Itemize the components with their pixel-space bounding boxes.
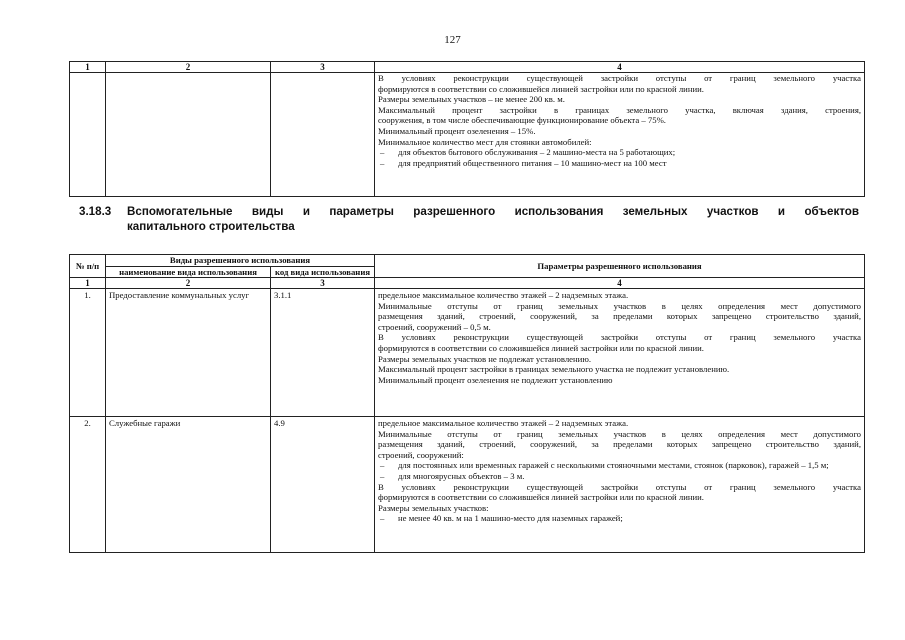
section-number: 3.18.3: [79, 205, 112, 218]
col-number: 4: [375, 278, 865, 289]
param-line: Минимальный процент озеленения – 15%.: [378, 125, 536, 136]
param-line: предельное максимальное количество этажей – 2 надземных этажа.: [378, 418, 629, 428]
param-line: Минимальные отступы от границ земельных участков в целях определения мест допустимого: [378, 300, 862, 311]
param-line: Минимальные отступы от границ земельных участков в целях определения мест допустимого: [378, 428, 862, 439]
use-code: 4.9: [271, 417, 375, 553]
param-line: Максимальный процент застройки в границах земельного участка не подлежит установлению.: [378, 364, 730, 375]
table-row: [70, 289, 865, 417]
section-title: Вспомогательные виды и параметры разрешенного использования земельных участков и объектов: [127, 205, 859, 218]
col-number: 4: [375, 62, 865, 73]
param-line: Размеры земельных участков – не менее 200 кв. м.: [378, 94, 565, 105]
header-row: [70, 255, 865, 267]
table-row: [70, 73, 865, 197]
param-line: В условиях реконструкции существующей застройки отступы от границ земельного участка: [378, 73, 861, 83]
param-line: В условиях реконструкции существующей застройки отступы от границ земельного участка: [378, 332, 862, 343]
param-line: строений, сооружений:: [378, 449, 464, 460]
header-num: № п/п: [70, 255, 106, 278]
use-name: Служебные гаражи: [106, 417, 271, 553]
row-number: 1.: [70, 289, 106, 417]
param-line: строений, сооружений – 0,5 м.: [378, 321, 491, 332]
column-number-row: [70, 62, 865, 73]
col-number: 3: [271, 278, 375, 289]
col-number: 1: [70, 278, 106, 289]
param-line: Минимальное количество мест для стоянки автомобилей:: [378, 136, 592, 147]
param-line: Размеры земельных участков:: [378, 502, 489, 513]
header-group: Виды разрешенного использования: [106, 255, 375, 267]
params-cell: [375, 73, 865, 197]
param-line: формируются в соответствии со сложившейся линией застройки или по красной линии.: [378, 342, 704, 353]
header-name: наименование вида использования: [106, 266, 271, 278]
col-number: 3: [271, 62, 375, 73]
dash-item: – для многоярусных объектов – 3 м.: [378, 471, 861, 482]
page-number: 127: [444, 34, 461, 46]
param-line: Минимальный процент озеленения не подлежит установлению: [378, 374, 613, 385]
col-number: 1: [70, 62, 106, 73]
param-line: формируются в соответствии со сложившейся линией застройки или по красной линии.: [378, 83, 704, 94]
param-line: сооружения, в том числе обеспечивающие функционирование объекта – 75%.: [378, 115, 666, 126]
use-code: 3.1.1: [271, 289, 375, 417]
params-cell: [375, 417, 865, 553]
table-cell: [106, 73, 271, 197]
dash-item: – не менее 40 кв. м на 1 машино-место для наземных гаражей;: [378, 513, 861, 524]
dash-item: – для предприятий общественного питания – 10 машино-мест на 100 мест: [378, 158, 861, 169]
param-line: предельное максимальное количество этажей – 2 надземных этажа.: [378, 290, 629, 300]
col-number: 2: [106, 278, 271, 289]
param-line: В условиях реконструкции существующей застройки отступы от границ земельного участка: [378, 481, 862, 492]
section-heading: [79, 204, 859, 234]
use-name: Предоставление коммунальных услуг: [106, 289, 271, 417]
table-cell: [70, 73, 106, 197]
auxiliary-use-table: [69, 254, 865, 553]
dash-item: – для объектов бытового обслуживания – 2 машино-места на 5 работающих;: [378, 147, 861, 158]
continued-table: [69, 61, 865, 197]
header-code: код вида использования: [271, 266, 375, 278]
table-cell: [271, 73, 375, 197]
section-title-continued: капитального строительства: [127, 220, 295, 233]
dash-item: – для постоянных или временных гаражей с несколькими стояночными местами, стоянок (парковок), гаражей – 1,5 м;: [378, 460, 861, 471]
param-line: размещения зданий, строений, сооружений, за пределами которых запрещено строительство зданий,: [378, 439, 862, 450]
param-line: Размеры земельных участков не подлежат установлению.: [378, 353, 591, 364]
column-number-row: [70, 278, 865, 289]
row-number: 2.: [70, 417, 106, 553]
param-line: Максимальный процент застройки в границах земельного участка, включая здания, строения,: [378, 104, 861, 115]
table-row: [70, 417, 865, 553]
params-cell: [375, 289, 865, 417]
col-number: 2: [106, 62, 271, 73]
param-line: размещения зданий, строений, сооружений, за пределами которых запрещено строительство зданий,: [378, 311, 862, 322]
param-line: формируются в соответствии со сложившейся линией застройки или по красной линии.: [378, 492, 704, 503]
header-params: Параметры разрешенного использования: [375, 255, 865, 278]
